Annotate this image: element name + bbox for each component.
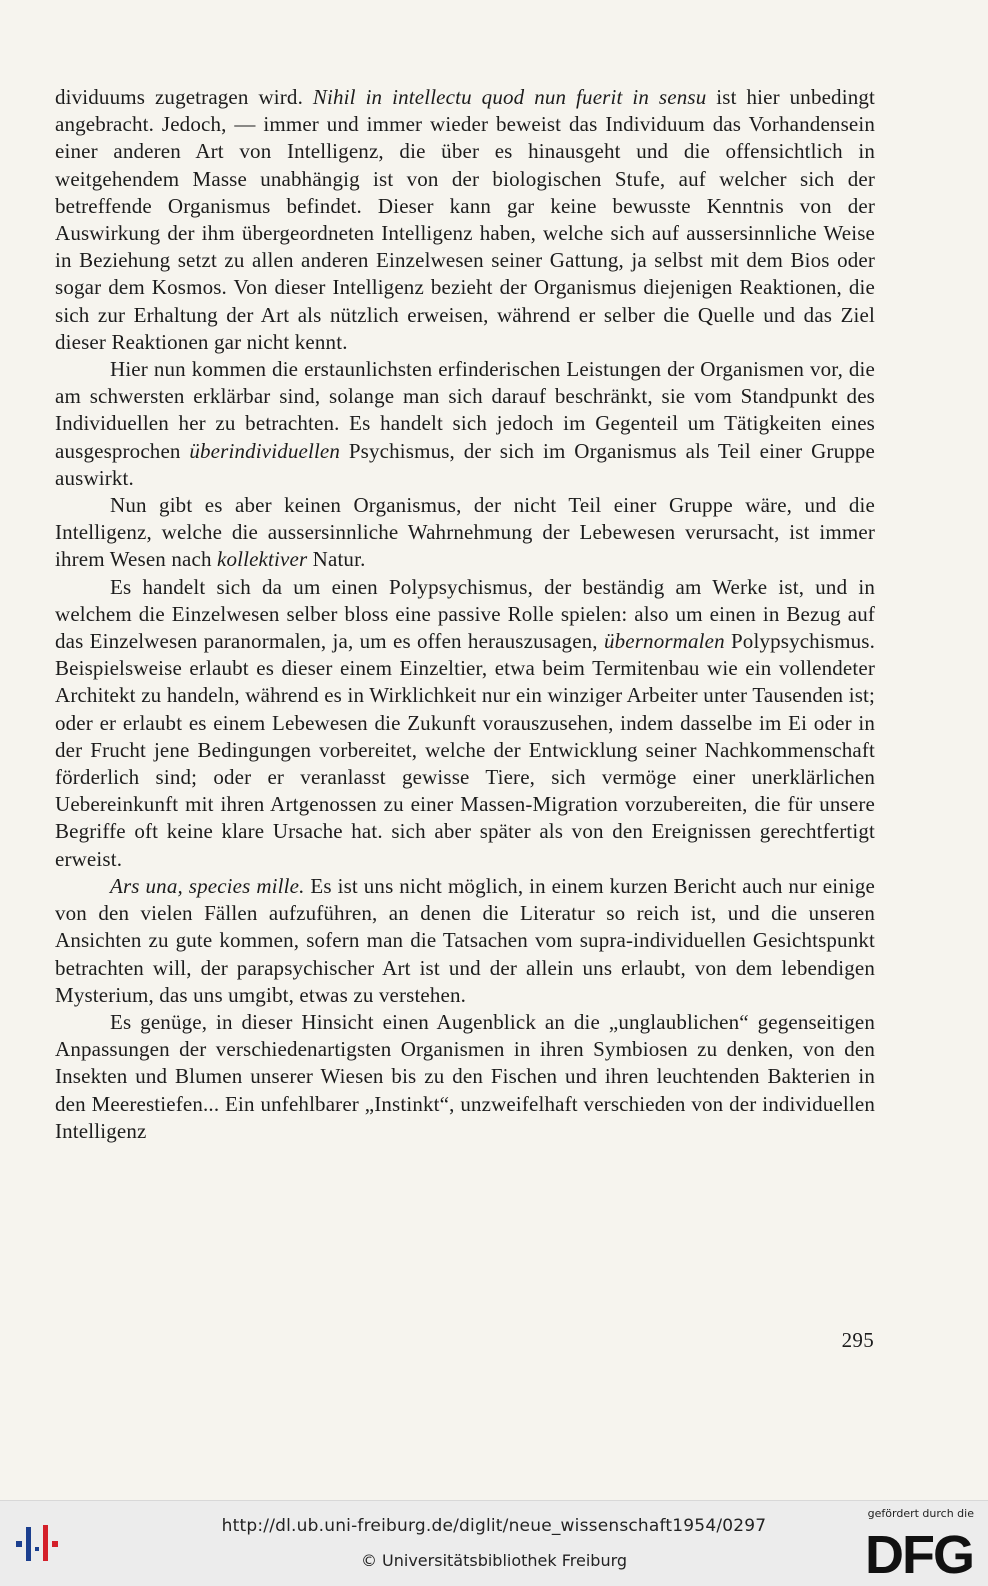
footer-bar [0, 1500, 988, 1586]
footer-url-link[interactable]: http://dl.ub.uni-freiburg.de/diglit/neue_wissenschaft1954/0297 [221, 1516, 767, 1536]
dfg-funder-block [864, 1507, 974, 1581]
text-run: Natur. [307, 547, 366, 572]
paragraph [55, 574, 875, 873]
svg-text:DFG: DFG [865, 1525, 973, 1579]
text-run: dividuums zugetragen wird. [55, 85, 313, 109]
text-run: Nun gibt es aber keinen Organismus, der nicht Teil einer Gruppe wäre, und die Intelligenz, welche die aussersinnliche Wahrnehmung der Lebewesen verursacht, ist immer ihrem Wesen nach [55, 493, 875, 572]
page-number: 295 [841, 1328, 874, 1352]
paragraph [55, 492, 875, 574]
italic-phrase: Ars una, species mille. [110, 873, 305, 898]
text-run: Polypsychismus. Beispielsweise erlaubt es dieser einem Einzeltier, etwa beim Termitenbau wie ein vollendeter Architekt zu handeln, während es in Wirklichkeit nur ein winziger Arbeiter unter Tausenden ist; oder er erlaubt es einem Lebewesen die Zukunft vorauszusehen, indem dasselbe im Ei oder in der Frucht jene Bedingungen vorbereitet, welche der Entwicklung seiner Nachkommenschaft förderlich sind; oder er veranlasst gewisse Tiere, sich vermöge einer unerklärlichen Uebereinkunft mit ihren Artgenossen zu einer Massen-Migration vorzubereiten, die für unsere Begriffe oft keine klare Ursache hat. sich aber später als von den Ereignissen gerechtfertigt erweist. [55, 629, 876, 871]
text-run: Es genüge, in dieser Hinsicht einen Augenblick an die „unglaublichen“ gegenseitigen Anpassungen der verschiedenartigsten Organismen in ihren Symbiosen zu denken, von den Insekten und Blumen unserer Wiesen bis zu den Fischen und ihren leuchtenden Bakterien in den Meerestiefen... Ein unfehlbarer „Instinkt“, unzweifelhaft verschieden von der individuellen Intelligenz [55, 1009, 875, 1143]
text-run: Psychismus, der sich im Organismus als Teil einer Gruppe auswirkt. [55, 438, 875, 490]
paragraph [55, 356, 875, 492]
text-run: Es handelt sich da um einen Polypsychismus, der beständig am Werke ist, und in welchem die Einzelwesen selber bloss eine passive Rolle spielen: also um einen in Bezug auf das Einzelwesen paranormalen, ja, um es offen herauszusagen, [55, 574, 875, 654]
paragraph [55, 1009, 875, 1145]
text-run: ist hier unbedingt angebracht. Jedoch, — immer und immer wieder beweist das Individuum das Vorhandensein einer anderen Art von Intelligenz, die über es hinausgeht und die offensichtlich in weitgehendem Masse unabhängig ist von der biologischen Stufe, auf welcher sich der betreffende Organismus befindet. Dieser kann gar keine bewusste Kenntnis von der Auswirkung der ihm übergeordneten Intelligenz haben, welche sich auf aussersinnliche Weise in Beziehung setzt zu allen anderen Einzelwesen seiner Gattung, ja selbst mit dem Bios oder sogar dem Kosmos. Von dieser Intelligenz bezieht der Organismus diejenigen Reaktionen, die sich zur Erhaltung der Art als nützlich erweisen, während er selber die Quelle und das Ziel dieser Reaktionen gar nicht kennt. [55, 85, 875, 354]
paragraph [55, 84, 875, 356]
dfg-logo-icon [864, 1523, 974, 1579]
italic-phrase: übernormalen [603, 629, 725, 654]
paragraph [55, 873, 875, 1009]
text-run: Hier nun kommen die erstaunlichsten erfinderischen Leistungen der Organismen vor, die am schwersten erklärbar sind, solange man sich darauf beschränkt, sie vom Standpunkt des Individuellen her zu betrachten. Es handelt sich jedoch im Gegenteil um Tätigkeiten eines ausgesprochen [55, 357, 875, 463]
italic-phrase: Nihil in intellectu quod nun fuerit in sensu [312, 85, 707, 109]
dfg-caption: gefördert durch die [867, 1507, 974, 1520]
text-run: Es ist uns nicht möglich, in einem kurzen Bericht auch nur einige von den vielen Fällen aufzuführen, an denen die Literatur so reich ist, und die unseren Ansichten zu gute kommen, sofern man die Tatsachen vom supra-individuellen Gesichtspunkt betrachten will, der parapsychischer Art ist und der allein uns erlaubt, von dem lebendigen Mysterium, das uns umgibt, etwas zu verstehen. [55, 873, 875, 1007]
footer-copyright: © Universitätsbibliothek Freiburg [360, 1551, 628, 1570]
body-text [55, 84, 875, 1145]
italic-phrase: überindividuellen [189, 438, 341, 463]
italic-phrase: kollektiver [217, 547, 308, 572]
